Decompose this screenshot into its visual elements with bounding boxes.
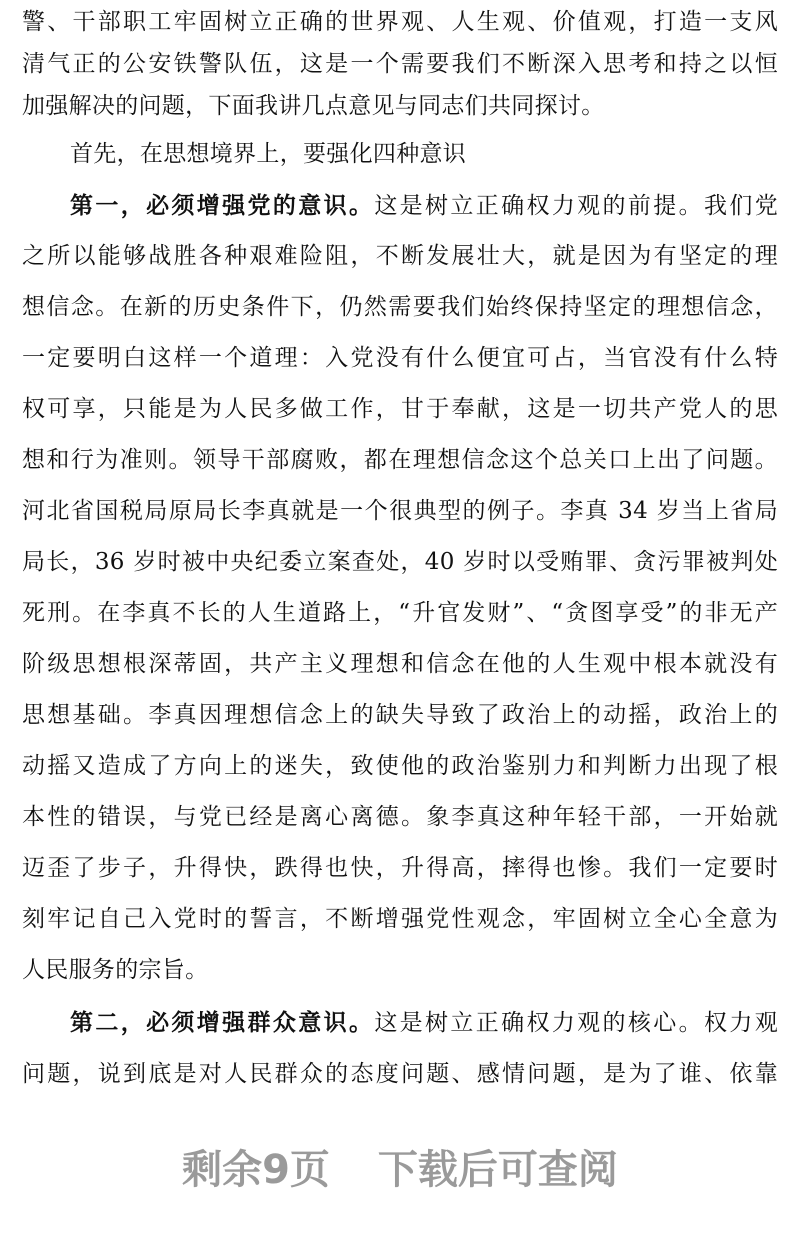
download-to-view-label: 下载后可查阅 [377, 1147, 618, 1193]
text-line: 权可享，只能是为人民多做工作，甘于奉献，这是一切共产党人的思 [22, 396, 778, 422]
text-line: 想和行为准则。领导干部腐败，都在理想信念这个总关口上出了问题。 [22, 447, 778, 473]
text-line: 刻牢记自己入党时的誓言，不断增强党性观念，牢固树立全心全意为 [22, 906, 778, 932]
paragraph-text: 这是树立正确权力观的前提。我们党 [374, 193, 778, 219]
paragraph-first-line [70, 1003, 778, 1043]
download-prompt [0, 1140, 800, 1200]
remaining-pages-label: 剩余9页 [182, 1147, 330, 1193]
text-line: 加强解决的问题，下面我讲几点意见与同志们共同探讨。 [22, 93, 605, 119]
text-line: 警、干部职工牢固树立正确的世界观、人生观、价值观，打造一支风 [22, 9, 778, 35]
paragraph-heading: 第二，必须增强群众意识。 [70, 1009, 375, 1036]
text-line: 想信念。在新的历史条件下，仍然需要我们始终保持坚定的理想信念， [22, 294, 778, 320]
text-line: 清气正的公安铁警队伍，这是一个需要我们不断深入思考和持之以恒 [22, 51, 778, 77]
text-line: 问题，说到底是对人民群众的态度问题、感情问题，是为了谁、依靠 [22, 1061, 778, 1087]
text-line: 死刑。在李真不长的人生道路上，“升官发财”、“贪图享受”的非无产 [22, 600, 778, 626]
text-line: 思想基础。李真因理想信念上的缺失导致了政治上的动摇，政治上的 [22, 702, 778, 728]
section-heading: 首先，在思想境界上，要强化四种意识 [70, 141, 467, 167]
paragraph-first-line [70, 186, 778, 226]
text-line: 之所以能够战胜各种艰难险阻，不断发展壮大，就是因为有坚定的理 [22, 243, 778, 269]
text-line: 人民服务的宗旨。 [22, 957, 209, 983]
paragraph-text: 这是树立正确权力观的核心。权力观 [374, 1010, 778, 1036]
text-line: 动摇又造成了方向上的迷失，致使他的政治鉴别力和判断力出现了根 [22, 753, 778, 779]
text-line: 本性的错误，与党已经是离心离德。象李真这种年轻干部，一开始就 [22, 804, 778, 830]
text-line: 一定要明白这样一个道理：入党没有什么便宜可占，当官没有什么特 [22, 345, 778, 371]
text-line: 局长，36 岁时被中央纪委立案查处，40 岁时以受贿罪、贪污罪被判处 [22, 549, 778, 575]
text-line: 河北省国税局原局长李真就是一个很典型的例子。李真 34 岁当上省局 [22, 498, 778, 524]
paragraph-heading: 第一，必须增强党的意识。 [70, 192, 375, 219]
text-line: 阶级思想根深蒂固，共产主义理想和信念在他的人生观中根本就没有 [22, 651, 778, 677]
text-line: 迈歪了步子，升得快，跌得也快，升得高，摔得也惨。我们一定要时 [22, 855, 778, 881]
